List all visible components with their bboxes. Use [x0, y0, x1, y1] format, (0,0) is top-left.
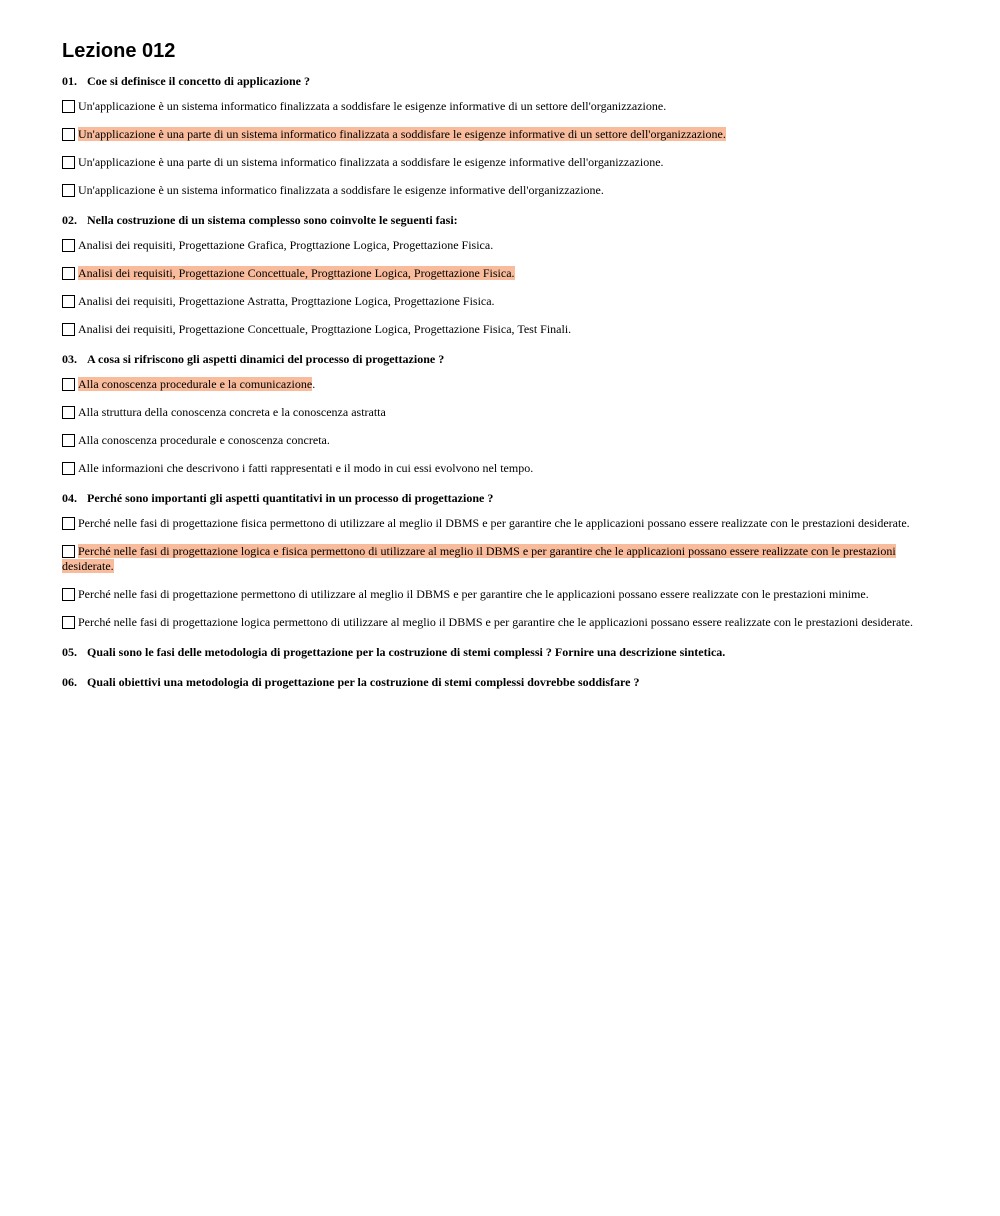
- answer-option-text: Analisi dei requisiti, Progettazione Grafica, Progttazione Logica, Progettazione Fisica.: [78, 238, 494, 252]
- question-number: 05.: [62, 645, 77, 659]
- checkbox-icon[interactable]: [62, 267, 75, 280]
- answer-option-text: Alle informazioni che descrivono i fatti rappresentati e il modo in cui essi evolvono nel tempo.: [78, 461, 534, 475]
- checkbox-icon[interactable]: [62, 378, 75, 391]
- checkbox-icon[interactable]: [62, 616, 75, 629]
- answer-option-suffix: .: [312, 377, 316, 391]
- checkbox-icon[interactable]: [62, 462, 75, 475]
- answer-option-text: Perché nelle fasi di progettazione logica permettono di utilizzare al meglio il DBMS e per garantire che le applicazioni possano essere realizzate con le prestazioni desiderate.: [78, 615, 913, 629]
- question-list: [62, 73, 932, 690]
- question-text: Perché sono importanti gli aspetti quantitativi in un processo di progettazione ?: [87, 491, 494, 505]
- answer-option-text: Un'applicazione è una parte di un sistema informatico finalizzata a soddisfare le esigenze informative di un settore dell'organizzazione.: [78, 127, 726, 141]
- document-page: [62, 38, 932, 704]
- answer-option-text: Alla conoscenza procedurale e conoscenza concreta.: [78, 433, 330, 447]
- question-title: [62, 674, 932, 690]
- answer-option[interactable]: [62, 294, 932, 309]
- question-number: 02.: [62, 213, 77, 227]
- question-text: Quali sono le fasi delle metodologia di progettazione per la costruzione di stemi complessi ? Fornire una descrizione sintetica.: [87, 645, 726, 659]
- question: [62, 644, 932, 660]
- answer-option-text: Analisi dei requisiti, Progettazione Concettuale, Progttazione Logica, Progettazione Fisica.: [78, 266, 515, 280]
- question-number: 03.: [62, 352, 77, 366]
- question-number: 01.: [62, 74, 77, 88]
- question: [62, 212, 932, 337]
- answer-option[interactable]: [62, 127, 932, 142]
- checkbox-icon[interactable]: [62, 517, 75, 530]
- answer-option[interactable]: [62, 405, 932, 420]
- question-title: [62, 212, 932, 228]
- answer-option[interactable]: [62, 544, 932, 574]
- answer-option[interactable]: [62, 433, 932, 448]
- checkbox-icon[interactable]: [62, 323, 75, 336]
- page-title: Lezione 012: [62, 40, 176, 62]
- answer-option-text: Perché nelle fasi di progettazione permettono di utilizzare al meglio il DBMS e per garantire che le applicazioni possano essere realizzate con le prestazioni minime.: [78, 587, 869, 601]
- question-text: A cosa si rifriscono gli aspetti dinamici del processo di progettazione ?: [87, 352, 445, 366]
- answer-option[interactable]: [62, 615, 932, 630]
- answer-option-text: Analisi dei requisiti, Progettazione Astratta, Progttazione Logica, Progettazione Fisica.: [78, 294, 495, 308]
- answer-option-text: Analisi dei requisiti, Progettazione Concettuale, Progttazione Logica, Progettazione Fisica, Test Finali.: [78, 322, 572, 336]
- answer-option[interactable]: [62, 155, 932, 170]
- answer-option-text: Un'applicazione è un sistema informatico finalizzata a soddisfare le esigenze informative di un settore dell'organizzazione.: [78, 99, 667, 113]
- answer-option[interactable]: [62, 587, 932, 602]
- question: [62, 490, 932, 630]
- checkbox-icon[interactable]: [62, 100, 75, 113]
- checkbox-icon[interactable]: [62, 406, 75, 419]
- answer-option-text: Alla conoscenza procedurale e la comunicazione: [78, 377, 313, 391]
- checkbox-icon[interactable]: [62, 128, 75, 141]
- question-title: [62, 490, 932, 506]
- checkbox-icon[interactable]: [62, 545, 75, 558]
- checkbox-icon[interactable]: [62, 588, 75, 601]
- question-number: 04.: [62, 491, 77, 505]
- checkbox-icon[interactable]: [62, 156, 75, 169]
- question-text: Nella costruzione di un sistema complesso sono coinvolte le seguenti fasi:: [87, 213, 458, 227]
- answer-option[interactable]: [62, 461, 932, 476]
- question: [62, 73, 932, 198]
- answer-option[interactable]: [62, 377, 932, 392]
- answer-option-text: Perché nelle fasi di progettazione fisica permettono di utilizzare al meglio il DBMS e per garantire che le applicazioni possano essere realizzate con le prestazioni desiderate.: [78, 516, 910, 530]
- question: [62, 674, 932, 690]
- answer-option[interactable]: [62, 183, 932, 198]
- answer-option[interactable]: [62, 266, 932, 281]
- answer-option-text: Alla struttura della conoscenza concreta e la conoscenza astratta: [78, 405, 386, 419]
- question-title: [62, 351, 932, 367]
- answer-option[interactable]: [62, 99, 932, 114]
- answer-option-text: Un'applicazione è una parte di un sistema informatico finalizzata a soddisfare le esigenze informative dell'organizzazione.: [78, 155, 664, 169]
- answer-option[interactable]: [62, 516, 932, 531]
- checkbox-icon[interactable]: [62, 239, 75, 252]
- checkbox-icon[interactable]: [62, 295, 75, 308]
- checkbox-icon[interactable]: [62, 434, 75, 447]
- answer-option-text: Perché nelle fasi di progettazione logica e fisica permettono di utilizzare al meglio il DBMS e per garantire che le applicazioni possano essere realizzate con le prestazioni desiderate.: [62, 544, 896, 573]
- question-text: Coe si definisce il concetto di applicazione ?: [87, 74, 310, 88]
- question-text: Quali obiettivi una metodologia di progettazione per la costruzione di stemi complessi dovrebbe soddisfare ?: [87, 675, 640, 689]
- question-number: 06.: [62, 675, 77, 689]
- answer-option[interactable]: [62, 322, 932, 337]
- answer-option[interactable]: [62, 238, 932, 253]
- answer-option-text: Un'applicazione è un sistema informatico finalizzata a soddisfare le esigenze informative dell'organizzazione.: [78, 183, 604, 197]
- checkbox-icon[interactable]: [62, 184, 75, 197]
- question: [62, 351, 932, 476]
- question-title: [62, 644, 932, 660]
- question-title: [62, 73, 932, 89]
